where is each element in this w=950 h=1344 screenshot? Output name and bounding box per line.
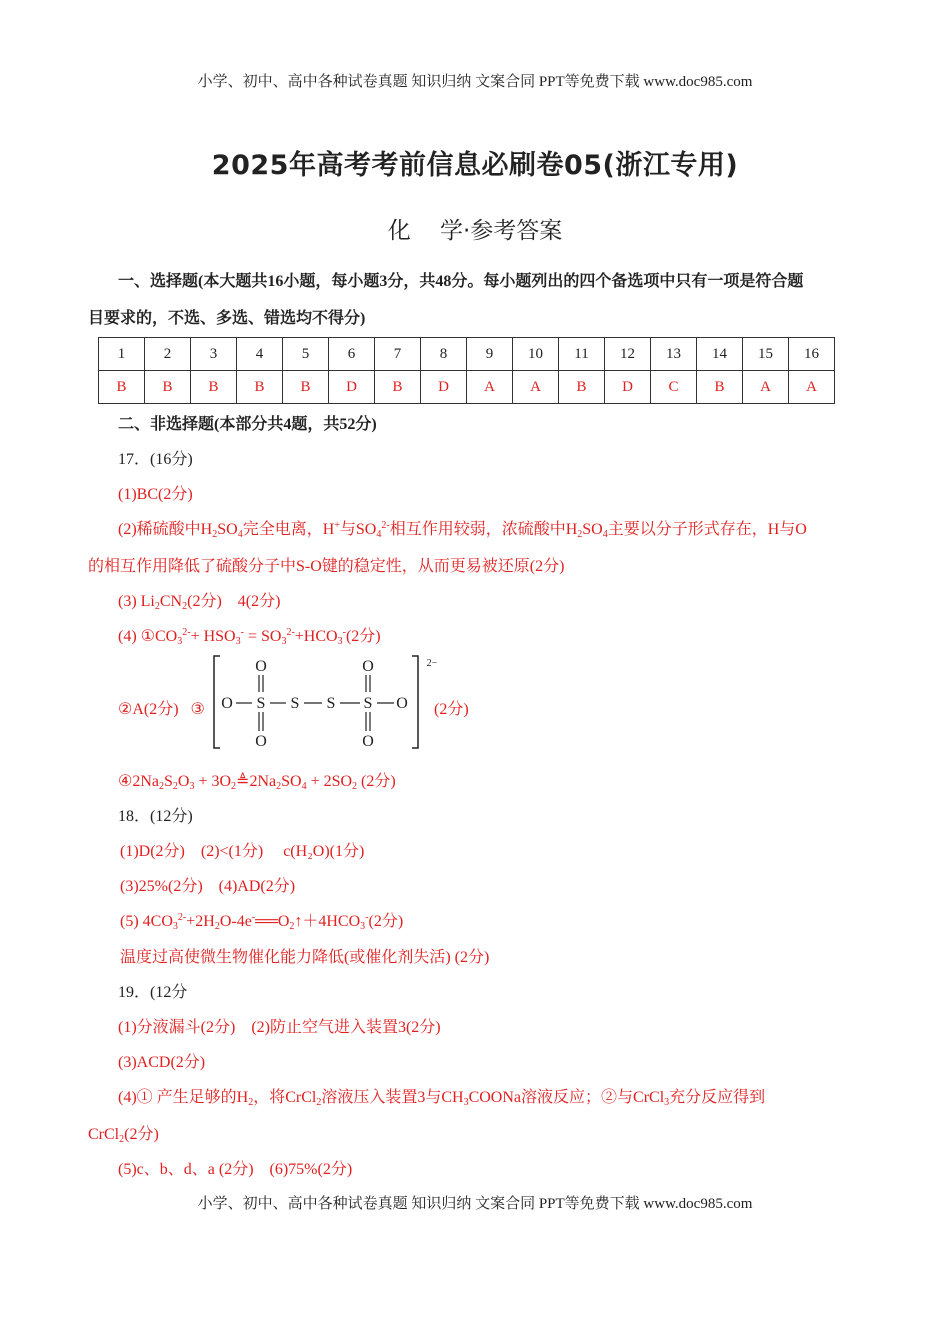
tetrathionate-structure [212, 654, 452, 754]
answer-cell: B [191, 371, 237, 404]
atom-o-right: O [396, 695, 408, 712]
atom-o-bottom2: O [362, 733, 374, 750]
q17-part4-sub3-score: (2分) [434, 701, 469, 718]
atom-s3: S [326, 695, 336, 712]
question-number-cell: 6 [329, 338, 375, 371]
section2-heading: 二、非选择题(本部分共4题，共52分) [118, 416, 377, 433]
question-number-cell: 2 [145, 338, 191, 371]
q18-part3: (5) $4CO_3^{2-}+2H_2O-4e^-══O_2↑+4HCO_3^-(2$分) [120, 912, 404, 932]
answer-cell: C [651, 371, 697, 404]
answer-cell: B [283, 371, 329, 404]
section1-heading-line2: 目要求的，不选、多选、错选均不得分) [88, 310, 366, 327]
answer-cell: B [237, 371, 283, 404]
page-header: 小学、初中、高中各种试卷真题 知识归纳 文案合同 PPT等免费下载 www.doc985.com [197, 74, 753, 90]
atom-o-top1: O [255, 658, 267, 675]
answer-cell: A [513, 371, 559, 404]
question-number-cell: 5 [283, 338, 329, 371]
q18-label: 18．(12分) [118, 808, 193, 825]
q19-part3-line1: (4)① 产生足够的$H_2$，将CrCl$_2$溶液压入装置3与$CH_3COONa$溶液反应；②与CrCl$_3$充分反应得到 [118, 1089, 766, 1108]
question-number-cell: 12 [605, 338, 651, 371]
page-subtitle: 化 学·参考答案 [387, 218, 563, 244]
question-number-cell: 4 [237, 338, 283, 371]
q19-part3-line2: CrCl$_2$(2分) [88, 1126, 159, 1145]
question-number-cell: 11 [559, 338, 605, 371]
question-number-cell: 7 [375, 338, 421, 371]
answer-cell: D [421, 371, 467, 404]
q18-part1: (1)D(2分) (2)<(1分) c(H₂O)(1分) [120, 843, 365, 860]
q17-part3: (3) $Li_2CN_2(2$分) 4(2分) [118, 593, 281, 612]
q19-label: 19．(12分 [118, 984, 188, 1001]
q17-part2-line1: (2)稀硫酸中$H_2SO_4$完全电离，H+与$SO_4^{2-}$相互作用较弱，浓硫酸中$H_2SO_4$主要以分子形式存在，H与O [118, 520, 807, 540]
atom-s1: S [256, 695, 266, 712]
answer-table-answer-row [99, 371, 835, 404]
section1-heading-line1: 一、选择题(本大题共16小题，每小题3分，共48分。每小题列出的四个备选项中只有一项是符合题 [118, 273, 804, 290]
answer-cell: A [789, 371, 835, 404]
page-title: 2025年高考考前信息必刷卷05(浙江专用) [211, 150, 739, 181]
right-bracket [412, 656, 418, 748]
q17-part2-line2: 的相互作用降低了硫酸分子中S-O键的稳定性，从而更易被还原(2分) [88, 558, 565, 575]
answer-cell: B [559, 371, 605, 404]
q18-part2: (3)25%(2分) (4)AD(2分) [120, 878, 296, 895]
q17-part4-sub4: $④2Na_2S_2O_3$ + $3O_2≜2Na_2SO_4 + 2SO_2$ (2分) [118, 773, 396, 792]
answer-table-number-row [99, 338, 835, 371]
question-number-cell: 16 [789, 338, 835, 371]
answer-cell: B [697, 371, 743, 404]
answer-cell: B [375, 371, 421, 404]
answer-cell: D [329, 371, 375, 404]
question-number-cell: 13 [651, 338, 697, 371]
page-footer: 小学、初中、高中各种试卷真题 知识归纳 文案合同 PPT等免费下载 www.doc985.com [197, 1196, 753, 1212]
question-number-cell: 3 [191, 338, 237, 371]
answer-cell: A [743, 371, 789, 404]
q17-part4-eq1: (4) $①CO_3^{2-}+ HSO_3^- = SO_3^{2-}+HCO_3^-(2$分) [118, 627, 381, 647]
q18-part4: 温度过高使微生物催化能力降低(或催化剂失活) (2分) [120, 949, 490, 966]
q19-part2: (3)ACD(2分) [118, 1054, 206, 1071]
question-number-cell: 8 [421, 338, 467, 371]
question-number-cell: 15 [743, 338, 789, 371]
answer-table [98, 337, 835, 404]
atom-o-top2: O [362, 658, 374, 675]
q19-part4: (5)c、b、d、a (2分) (6)75%(2分) [118, 1161, 353, 1178]
question-number-cell: 1 [99, 338, 145, 371]
atom-s4: S [363, 695, 373, 712]
atom-o-bottom1: O [255, 733, 267, 750]
q17-part1: (1)BC(2分) [118, 486, 193, 503]
question-number-cell: 10 [513, 338, 559, 371]
question-number-cell: 9 [467, 338, 513, 371]
left-bracket [214, 656, 220, 748]
q17-label: 17．(16分) [118, 451, 193, 468]
atom-o-left: O [221, 695, 233, 712]
q19-part1: (1)分液漏斗(2分) (2)防止空气进入装置3(2分) [118, 1019, 441, 1036]
atom-s2: S [290, 695, 300, 712]
answer-cell: B [145, 371, 191, 404]
answer-cell: B [99, 371, 145, 404]
answer-cell: A [467, 371, 513, 404]
question-number-cell: 14 [697, 338, 743, 371]
answer-cell: D [605, 371, 651, 404]
charge-label: 2− [426, 658, 438, 669]
q17-part4-sub2: ②A(2分) ③ [118, 701, 205, 718]
